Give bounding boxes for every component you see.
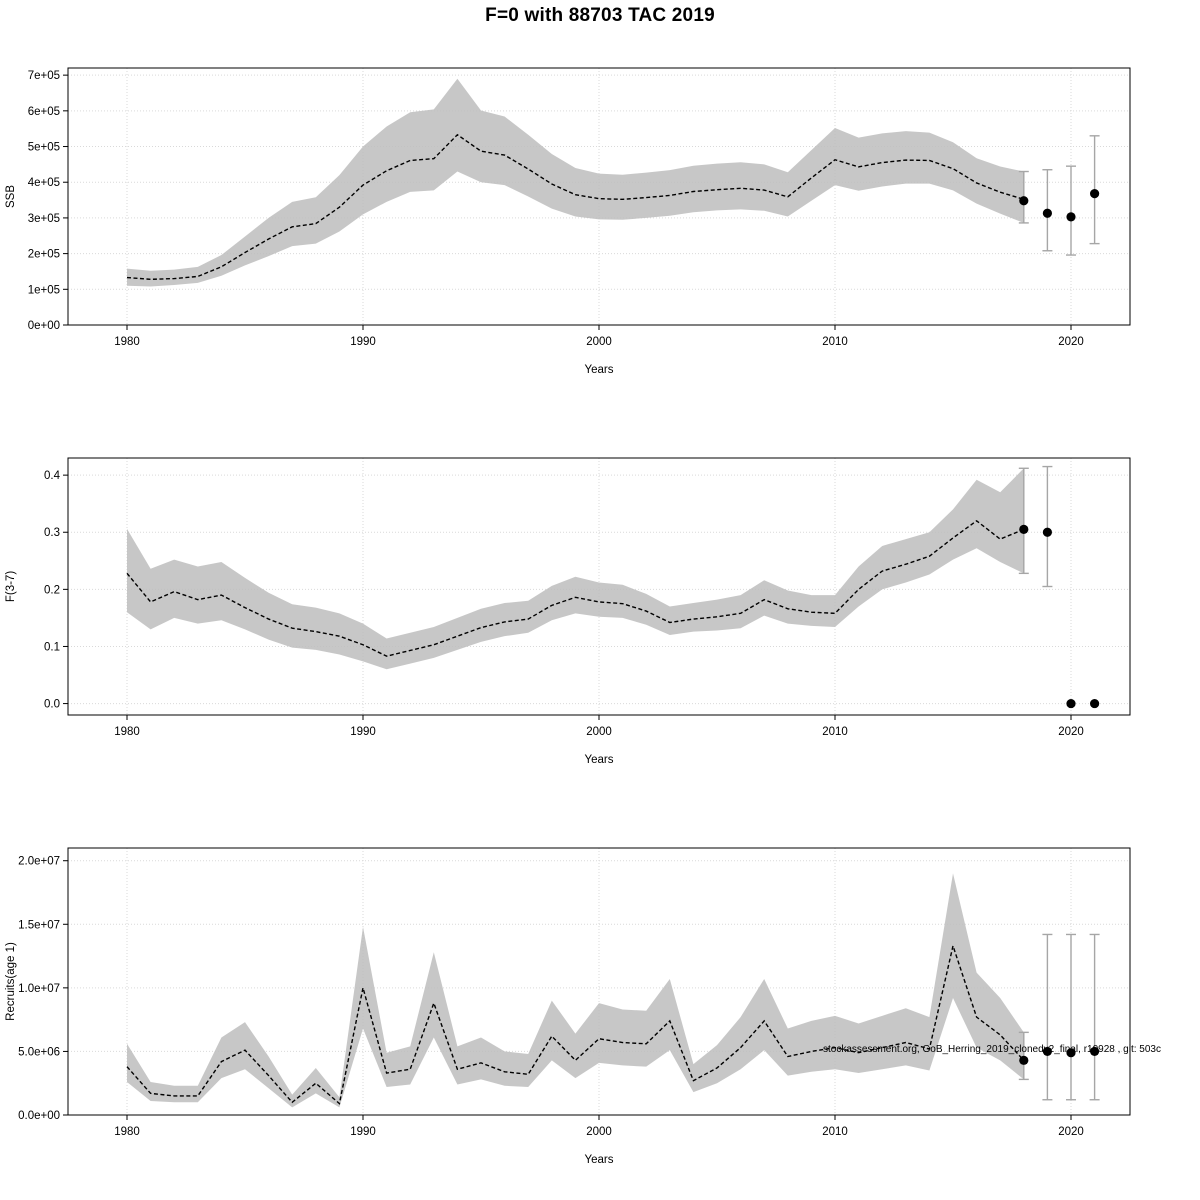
fbar-plot (0, 430, 1200, 780)
svg-text:1e+05: 1e+05 (27, 284, 60, 297)
svg-text:SSB: SSB (5, 184, 17, 209)
ssb-plot (0, 40, 1200, 390)
svg-text:1.0e+07: 1.0e+07 (18, 982, 60, 995)
svg-text:2.0e+07: 2.0e+07 (18, 855, 60, 868)
svg-text:2e+05: 2e+05 (27, 248, 60, 261)
svg-text:2020: 2020 (1058, 726, 1084, 738)
svg-text:1990: 1990 (350, 726, 376, 738)
svg-text:1980: 1980 (114, 726, 140, 738)
svg-text:Recruits(age 1): Recruits(age 1) (5, 942, 17, 1021)
svg-text:2020: 2020 (1058, 1126, 1084, 1138)
svg-text:1990: 1990 (350, 1126, 376, 1138)
svg-text:7e+05: 7e+05 (27, 70, 60, 83)
svg-text:2000: 2000 (586, 726, 612, 738)
svg-text:0.1: 0.1 (44, 641, 60, 654)
svg-text:0.0e+00: 0.0e+00 (18, 1110, 60, 1122)
svg-text:5.0e+06: 5.0e+06 (18, 1046, 60, 1059)
svg-text:2000: 2000 (586, 1126, 612, 1138)
svg-text:Years: Years (584, 364, 614, 376)
svg-text:1990: 1990 (350, 336, 376, 348)
svg-text:4e+05: 4e+05 (27, 177, 60, 190)
svg-text:2010: 2010 (822, 1126, 848, 1138)
svg-text:2010: 2010 (822, 726, 848, 738)
svg-text:1980: 1980 (114, 336, 140, 348)
panel-recruits (0, 820, 1200, 1200)
svg-text:0.3: 0.3 (44, 527, 60, 540)
svg-text:1.5e+07: 1.5e+07 (18, 919, 60, 932)
svg-text:1980: 1980 (114, 1126, 140, 1138)
svg-text:F(3-7): F(3-7) (5, 570, 17, 603)
svg-text:Years: Years (584, 1154, 614, 1166)
recruits-plot (0, 820, 1200, 1200)
panel-fbar (0, 430, 1200, 780)
svg-text:0.4: 0.4 (44, 470, 60, 483)
svg-text:0e+00: 0e+00 (27, 320, 60, 332)
svg-text:Years: Years (584, 754, 614, 766)
svg-text:5e+05: 5e+05 (27, 141, 60, 154)
svg-text:3e+05: 3e+05 (27, 212, 60, 225)
svg-text:2000: 2000 (586, 336, 612, 348)
page-title: F=0 with 88703 TAC 2019 (485, 5, 715, 26)
svg-text:0.2: 0.2 (44, 584, 60, 597)
svg-text:2010: 2010 (822, 336, 848, 348)
svg-text:6e+05: 6e+05 (27, 105, 60, 118)
svg-text:0.0: 0.0 (44, 698, 60, 711)
svg-text:stockassessment.org, GoB_Herri: stockassessment.org, GoB_Herring_2019_clonedv2_final, r10928 , git: 503c (823, 1044, 1161, 1055)
panel-ssb (0, 40, 1200, 390)
svg-text:2020: 2020 (1058, 336, 1084, 348)
